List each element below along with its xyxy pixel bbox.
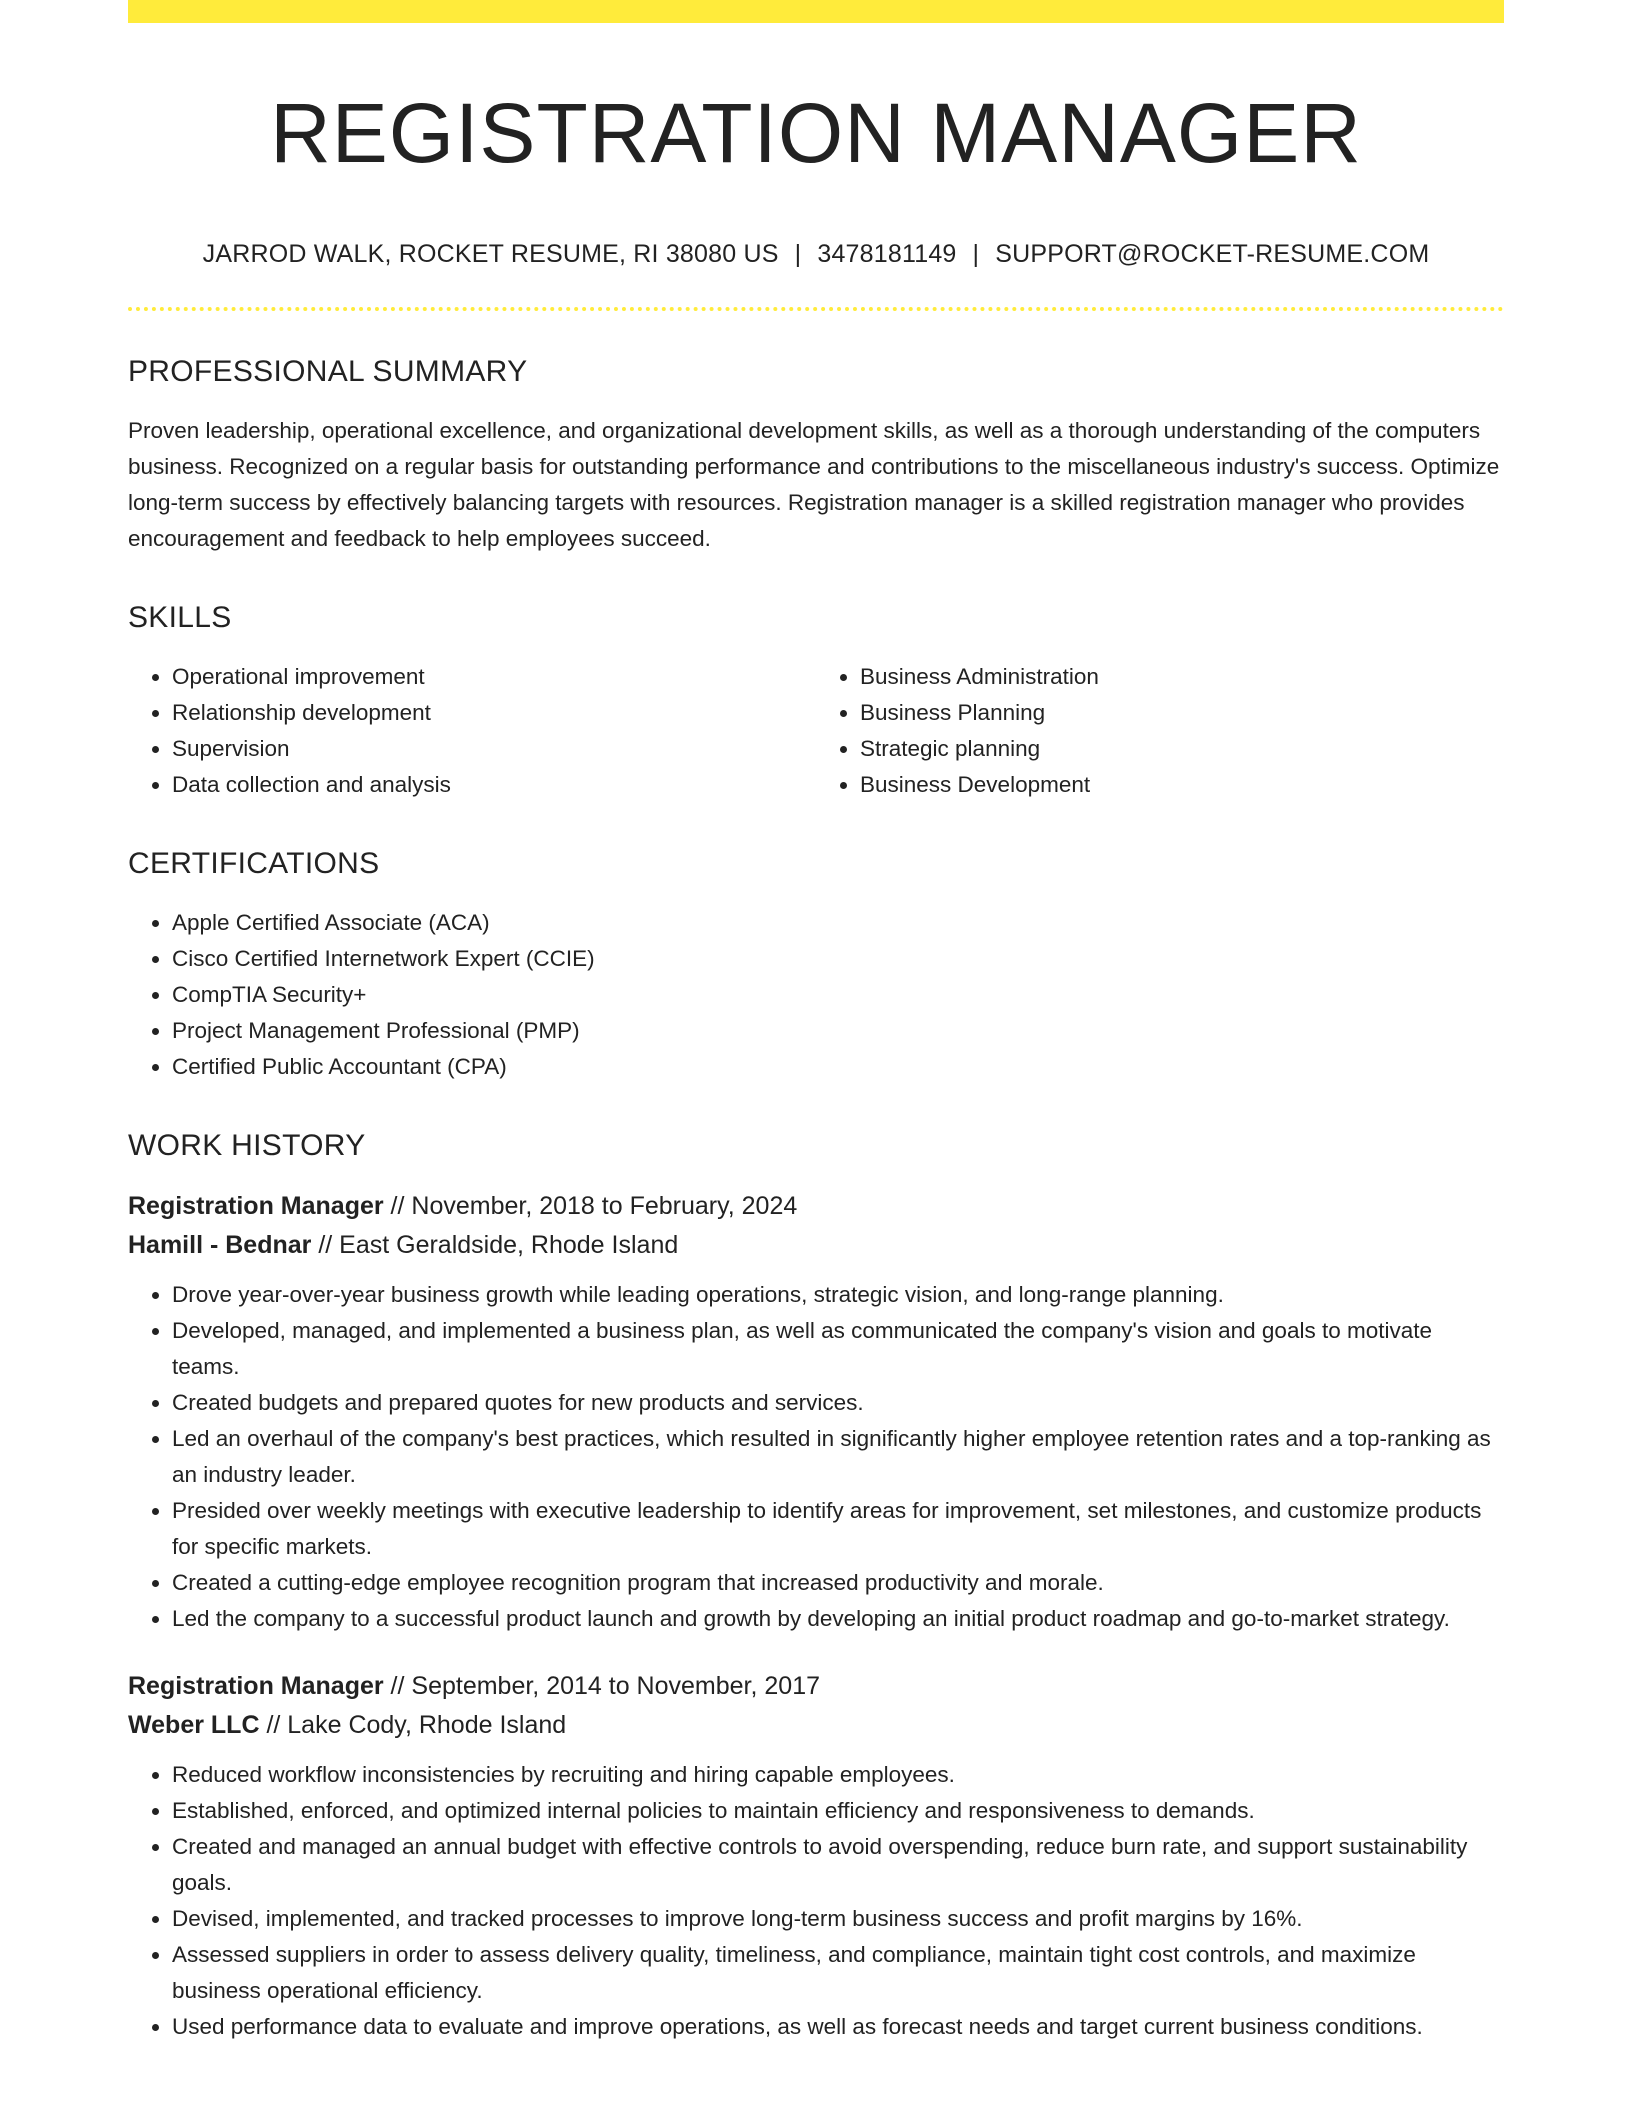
- contact-phone: 3478181149: [817, 239, 957, 268]
- list-item: • Presided over weekly meetings with executive leadership to identify areas for improvement, set milestones, and customize products for specific markets.: [172, 1493, 1504, 1565]
- accent-bar: [128, 0, 1504, 23]
- list-item: • Business Administration: [860, 659, 1504, 695]
- job-company-line: [128, 1226, 1504, 1265]
- summary-heading: PROFESSIONAL SUMMARY: [128, 354, 528, 388]
- job-bullets: [128, 1277, 1504, 1637]
- contact-separator: |: [972, 239, 980, 268]
- job-entry: [128, 1667, 1504, 2045]
- list-item: • Led the company to a successful product launch and growth by developing an initial product roadmap and go-to-market strategy.: [172, 1601, 1504, 1637]
- job-dates: // September, 2014 to November, 2017: [383, 1671, 820, 1700]
- work-history-section: [128, 1129, 1504, 2045]
- job-title: Registration Manager: [128, 1191, 384, 1220]
- certifications-section: [128, 847, 1504, 1085]
- summary-section: [128, 355, 1504, 557]
- contact-address: JARROD WALK, ROCKET RESUME, RI 38080 US: [202, 239, 779, 268]
- list-item: • Reduced workflow inconsistencies by recruiting and hiring capable employees.: [172, 1757, 1504, 1793]
- skills-list-right: [816, 659, 1504, 803]
- list-item: • Created a cutting-edge employee recognition program that increased productivity and morale.: [172, 1565, 1504, 1601]
- contact-line: [128, 240, 1504, 269]
- resume-page: [128, 0, 1504, 2075]
- certifications-list: [128, 905, 1504, 1085]
- dotted-divider: [128, 307, 1504, 311]
- list-item: • Data collection and analysis: [172, 767, 816, 803]
- list-item: • Project Management Professional (PMP): [172, 1013, 1504, 1049]
- job-dates: // November, 2018 to February, 2024: [383, 1191, 798, 1220]
- list-item: • Led an overhaul of the company's best practices, which resulted in significantly higher employee retention rates and a top-ranking as an industry leader.: [172, 1421, 1504, 1493]
- list-item: • Business Development: [860, 767, 1504, 803]
- list-item: • Developed, managed, and implemented a business plan, as well as communicated the company's vision and goals to motivate teams.: [172, 1313, 1504, 1385]
- job-title-line: [128, 1187, 1504, 1226]
- contact-separator: |: [794, 239, 802, 268]
- job-bullets: [128, 1757, 1504, 2045]
- list-item: • Drove year-over-year business growth while leading operations, strategic vision, and long-range planning.: [172, 1277, 1504, 1313]
- list-item: • Apple Certified Associate (ACA): [172, 905, 1504, 941]
- job-location: // East Geraldside, Rhode Island: [311, 1230, 679, 1259]
- list-item: • Supervision: [172, 731, 816, 767]
- list-item: • Created budgets and prepared quotes for new products and services.: [172, 1385, 1504, 1421]
- certifications-heading: CERTIFICATIONS: [128, 846, 380, 880]
- summary-text: Proven leadership, operational excellence, and organizational development skills, as well as a thorough understanding of the computers business. Recognized on a regular basis for outstanding performance and contributions to the miscellaneous industry's success. Optimize long-term success by effectively balancing targets with resources. Registration manager is a skilled registration manager who provides encouragement and feedback to help employees succeed.: [128, 417, 1500, 551]
- job-company: Weber LLC: [128, 1710, 260, 1739]
- job-company-line: [128, 1706, 1504, 1745]
- job-entry: [128, 1187, 1504, 1637]
- contact-email: SUPPORT@ROCKET-RESUME.COM: [995, 239, 1430, 268]
- job-company: Hamill - Bednar: [128, 1230, 312, 1259]
- work-history-heading: WORK HISTORY: [128, 1128, 366, 1162]
- list-item: • Established, enforced, and optimized internal policies to maintain efficiency and responsiveness to demands.: [172, 1793, 1504, 1829]
- list-item: • Relationship development: [172, 695, 816, 731]
- job-title: Registration Manager: [128, 1671, 384, 1700]
- list-item: • CompTIA Security+: [172, 977, 1504, 1013]
- list-item: • Certified Public Accountant (CPA): [172, 1049, 1504, 1085]
- skills-section: [128, 601, 1504, 803]
- skills-heading: SKILLS: [128, 600, 232, 634]
- skills-columns: [128, 659, 1504, 803]
- list-item: • Devised, implemented, and tracked processes to improve long-term business success and profit margins by 16%.: [172, 1901, 1504, 1937]
- list-item: • Business Planning: [860, 695, 1504, 731]
- page-title: REGISTRATION MANAGER: [270, 86, 1362, 180]
- job-title-line: [128, 1667, 1504, 1706]
- list-item: • Strategic planning: [860, 731, 1504, 767]
- job-location: // Lake Cody, Rhode Island: [259, 1710, 567, 1739]
- list-item: • Assessed suppliers in order to assess delivery quality, timeliness, and compliance, maintain tight cost controls, and maximize business operational efficiency.: [172, 1937, 1504, 2009]
- list-item: • Cisco Certified Internetwork Expert (CCIE): [172, 941, 1504, 977]
- list-item: • Created and managed an annual budget with effective controls to avoid overspending, reduce burn rate, and support sustainability goals.: [172, 1829, 1504, 1901]
- list-item: • Operational improvement: [172, 659, 816, 695]
- list-item: • Used performance data to evaluate and improve operations, as well as forecast needs and target current business conditions.: [172, 2009, 1504, 2045]
- skills-list-left: [128, 659, 816, 803]
